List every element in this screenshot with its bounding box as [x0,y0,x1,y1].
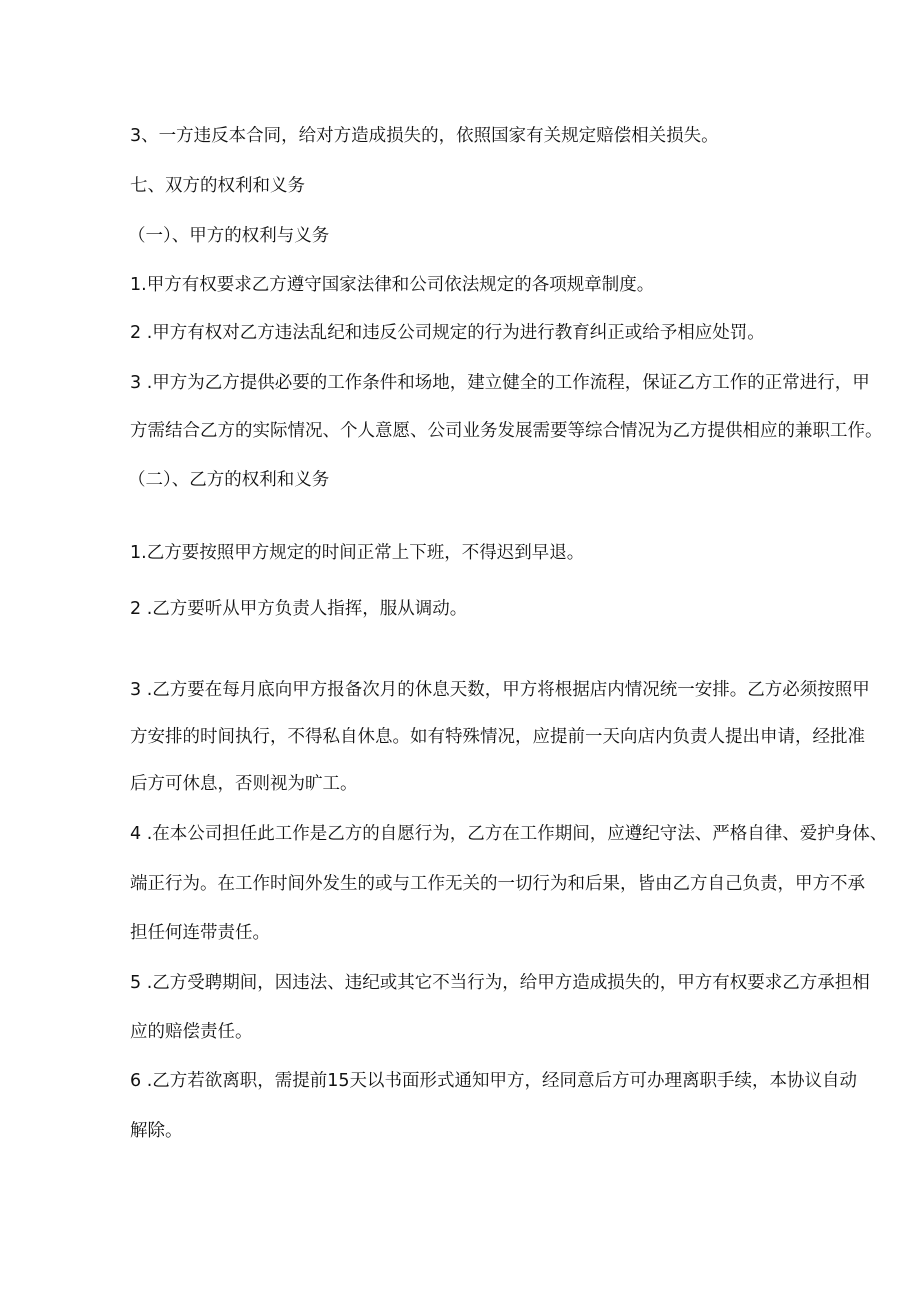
party-a-item-3-line-1: 3 .甲方为乙方提供必要的工作条件和场地，建立健全的工作流程，保证乙方工作的正常进行，甲 [130,373,870,393]
party-b-item-3-line-3: 后方可休息，否则视为旷工。 [130,774,358,794]
party-b-item-6-line-1: 6 .乙方若欲离职，需提前15天以书面形式通知甲方，经同意后方可办理离职手续，本协议自动 [130,1071,858,1091]
party-b-item-2: 2 .乙方要听从甲方负责人指挥，服从调动。 [130,599,468,619]
party-a-item-1: 1.甲方有权要求乙方遵守国家法律和公司依法规定的各项规章制度。 [130,275,655,295]
party-a-item-2: 2 .甲方有权对乙方违法乱纪和违反公司规定的行为进行教育纠正或给予相应处罚。 [130,323,765,343]
party-b-item-5-line-1: 5 .乙方受聘期间，因违法、违纪或其它不当行为，给甲方造成损失的，甲方有权要求乙方承担相 [130,973,870,993]
party-b-item-6-line-2: 解除。 [130,1121,183,1141]
party-b-item-5-line-2: 应的赔偿责任。 [130,1022,253,1042]
party-a-item-3-line-2: 方需结合乙方的实际情况、个人意愿、公司业务发展需要等综合情况为乙方提供相应的兼职工作。 [130,421,883,441]
section-7-heading: 七、双方的权利和义务 [130,176,305,196]
party-b-item-1: 1.乙方要按照甲方规定的时间正常上下班，不得迟到早退。 [130,543,585,563]
subsection-party-a-heading: （一）、甲方的权利与义务 [128,226,330,246]
party-b-item-4-line-3: 担任何连带责任。 [130,923,270,943]
clause-6-3-text: 3、一方违反本合同，给对方造成损失的，依照国家有关规定赔偿相关损失。 [130,126,719,146]
party-b-item-3-line-1: 3 .乙方要在每月底向甲方报备次月的休息天数，甲方将根据店内情况统一安排。乙方必须按照甲 [130,680,870,700]
party-b-item-3-line-2: 方安排的时间执行，不得私自休息。如有特殊情况，应提前一天向店内负责人提出申请，经批准 [130,727,865,747]
party-b-item-4-line-2: 端正行为。在工作时间外发生的或与工作无关的一切行为和后果，皆由乙方自己负责，甲方不承 [130,874,865,894]
party-b-item-4-line-1: 4 .在本公司担任此工作是乙方的自愿行为，乙方在工作期间，应遵纪守法、严格自律、爱护身体、 [130,824,888,844]
subsection-party-b-heading: （二）、乙方的权利和义务 [128,470,330,490]
